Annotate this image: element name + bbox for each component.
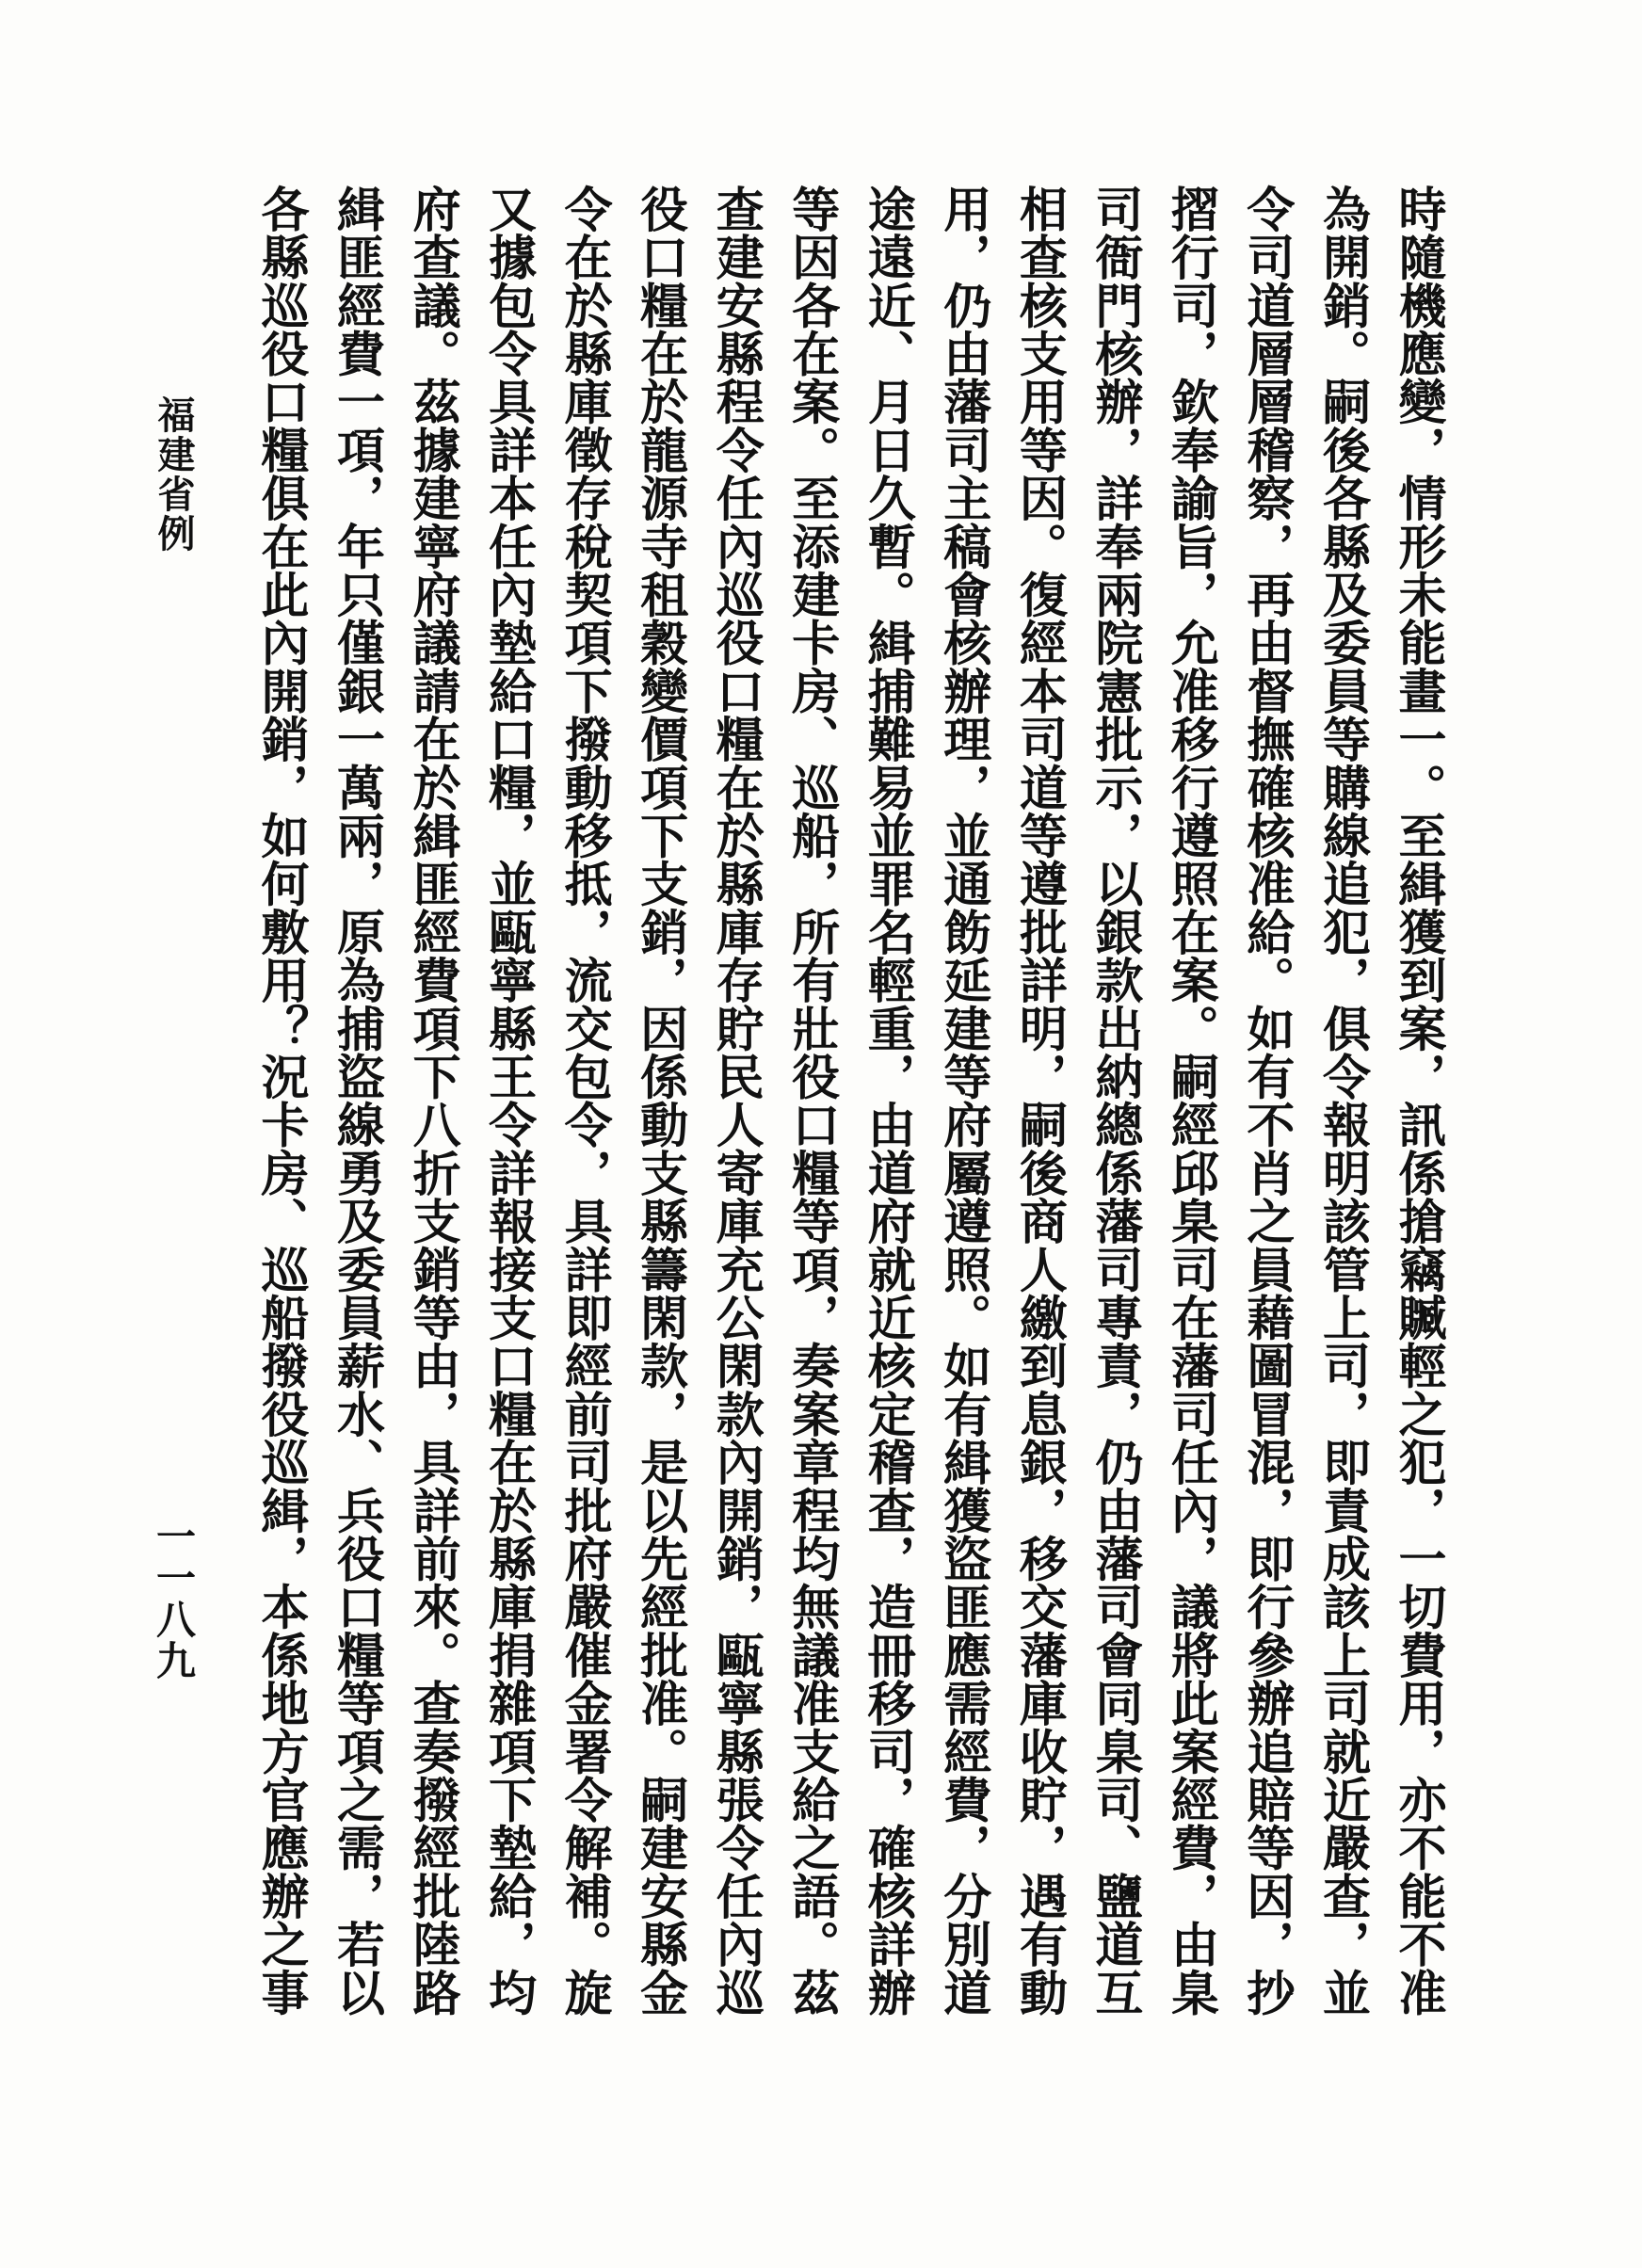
text-column-4: 摺行司，欽奉諭旨，允准移行遵照在案。嗣經邱臬司在藩司任內，議將此案經費，由臬 [1162,185,1219,2017]
text-column-12: 令在於縣庫徵存稅契項下撥動移抵，流交包令，具詳即經前司批府嚴催金署令解補。旋 [555,185,613,2017]
body-text [247,185,1452,2067]
text-column-15: 緝匪經費一項，年只僅銀一萬兩，原為捕盜線勇及委員薪水、兵役口糧等項之需，若以 [328,185,385,2017]
text-column-8: 途遠近、月日久暫。緝捕難易並罪名輕重，由道府就近核定稽查，造冊移司，確核詳辦 [859,185,916,2017]
text-column-6: 相查核支用等因。復經本司道等遵批詳明，嗣後商人繳到息銀，移交藩庫收貯，遇有動 [1010,185,1068,2017]
text-column-16: 各縣巡役口糧俱在此內開銷，如何敷用？況卡房、巡船撥役巡緝，本係地方官應辦之事 [252,185,309,2017]
text-column-7: 用，仍由藩司主稿會核辦理，並通飭延建等府屬遵照。如有緝獲盜匪應需經費，分別道 [934,185,991,2017]
text-column-1: 時隨機應變，情形未能畫一。至緝獲到案，訊係搶竊贓輕之犯，一切費用，亦不能不准 [1389,185,1446,2017]
text-column-5: 司衙門核辦，詳奉兩院憲批示，以銀款出納總係藩司專責，仍由藩司會同臬司、鹽道互 [1086,185,1143,2017]
text-column-10: 查建安縣程令任內巡役口糧在於縣庫存貯民人寄庫充公閑款內開銷，甌寧縣張令任內巡 [707,185,765,2017]
text-column-11: 役口糧在於龍源寺租穀變價項下支銷，因係動支縣籌閑款，是以先經批准。嗣建安縣金 [631,185,688,2017]
text-column-2: 為開銷。嗣後各縣及委員等購線追犯，俱令報明該管上司，即責成該上司就近嚴查，並 [1313,185,1371,2017]
text-column-13: 又據包令具詳本任內墊給口糧，並甌寧縣王令詳報接支口糧在於縣庫捐雜項下墊給，均 [479,185,537,2017]
book-title: 福建省例 [152,395,196,554]
text-column-3: 令司道層層稽察，再由督撫確核准給。如有不肖之員藉圖冒混，即行參辦追賠等因，抄 [1237,185,1295,2017]
text-column-14: 府查議。茲據建寧府議請在於緝匪經費項下八折支銷等由，具詳前來。查奏撥經批陸路 [404,185,461,2017]
text-column-9: 等因各在案。至添建卡房、巡船，所有壯役口糧等項，奏案章程均無議准支給之語。茲 [782,185,840,2017]
page-number: 一一八九 [151,1516,197,1681]
